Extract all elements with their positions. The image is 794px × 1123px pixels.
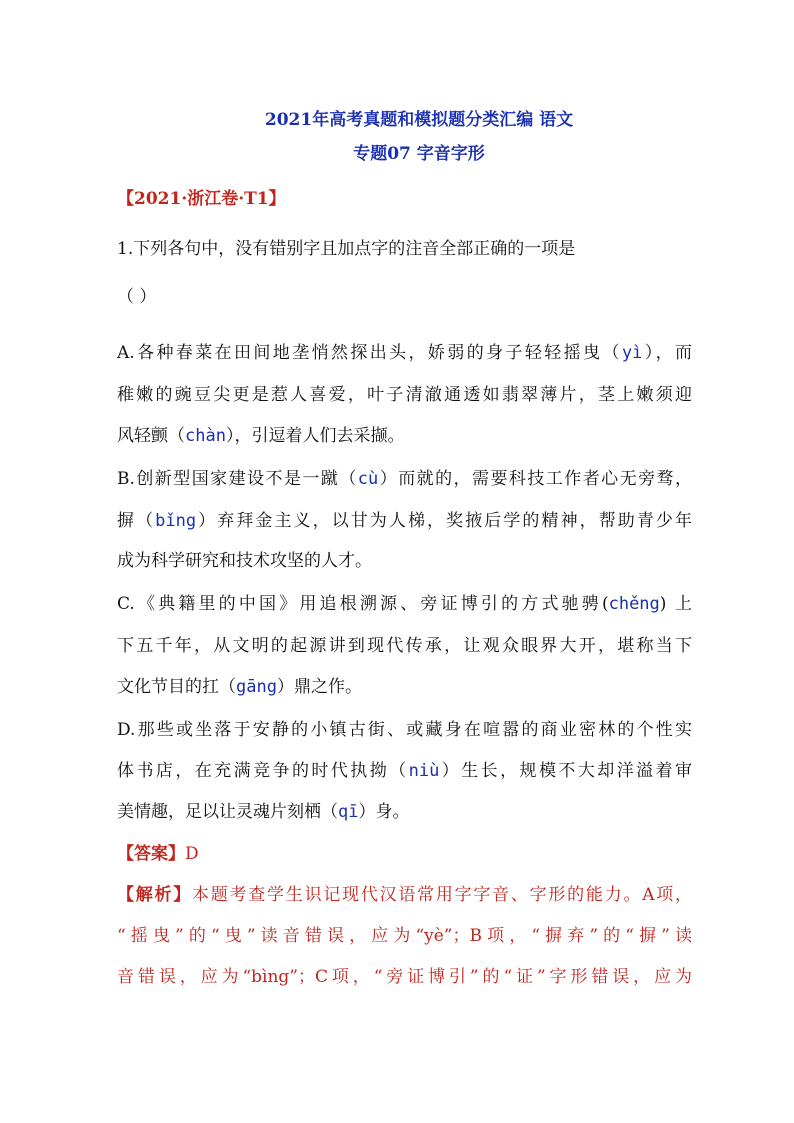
option-d-line-1: D.那些或坐落于安静的小镇古街、或藏身在喧嚣的商业密林的个性实 <box>117 720 692 740</box>
option-a-pinyin-3: chàn <box>185 426 226 446</box>
option-b-text-2b: ）弃拜金主义，以甘为人梯，奖掖后学的精神，帮助青少年 <box>196 511 693 531</box>
analysis-text-1: 本题考查学生识记现代汉语常用字字音、字形的能力。A项， <box>192 885 692 905</box>
option-b-line-3: 成为科学研究和技术攻坚的人才。 <box>117 551 372 571</box>
document-subtitle: 专题07 字音字形 <box>353 144 485 164</box>
option-c-pinyin-3: gāng <box>236 677 277 697</box>
option-a-pinyin-1: yì <box>621 343 643 363</box>
option-b-pinyin-2: bǐng <box>155 511 197 531</box>
option-b-text-2a: 摒（ <box>117 511 156 531</box>
option-d-pinyin-2: niù <box>408 761 440 781</box>
analysis-line-3: 音错误，应为“bìng”；C项，“旁证博引”的“证”字形错误，应为 <box>117 967 692 987</box>
option-c-text-1a: C.《典籍里的中国》用追根溯源、旁证博引的方式驰骋( <box>117 594 609 614</box>
analysis-line-1 <box>117 884 692 906</box>
option-a-line-2: 稚嫩的豌豆尖更是惹人喜爱，叶子清澈通透如翡翠薄片，茎上嫩须迎 <box>117 385 692 405</box>
option-b-text-1a: B.创新型国家建设不是一蹴（ <box>117 469 358 489</box>
option-c-line-2: 下五千年，从文明的起源讲到现代传承，让观众眼界大开，堪称当下 <box>117 636 692 656</box>
answer-line <box>117 843 692 865</box>
option-c-line-3 <box>117 676 692 698</box>
analysis-label: 【解析】 <box>117 885 193 905</box>
option-a-line-1 <box>117 342 692 364</box>
option-c-line-1 <box>117 593 692 615</box>
option-d-text-3a: 美情趣，足以让灵魂片刻栖（ <box>117 802 338 822</box>
option-a-text-3b: ），引逗着人们去采撷。 <box>225 426 405 446</box>
option-b-text-1b: ）而就的，需要科技工作者心无旁骛， <box>378 469 692 489</box>
option-c-pinyin-1: chěng <box>608 594 660 614</box>
option-d-text-2a: 体书店，在充满竞争的时代执拗（ <box>117 761 409 781</box>
option-d-line-2 <box>117 760 692 782</box>
option-a-text-3a: 风轻颤（ <box>117 426 185 446</box>
answer-bracket: （ ） <box>117 287 157 307</box>
option-c-text-3b: ）鼎之作。 <box>276 677 362 697</box>
source-tag: 【2021·浙江卷·T1】 <box>117 189 286 209</box>
document-title: 2021年高考真题和模拟题分类汇编 语文 <box>264 110 574 130</box>
option-c-text-3a: 文化节目的扛（ <box>117 677 236 697</box>
answer-label: 【答案】 <box>117 844 185 864</box>
option-d-text-3b: ）身。 <box>358 802 410 822</box>
option-d-text-2b: ）生长，规模不大却洋溢着审 <box>439 761 693 781</box>
answer-value: D <box>185 844 199 864</box>
question-stem: 1.下列各句中，没有错别字且加点字的注音全部正确的一项是 <box>117 239 576 259</box>
option-d-line-3 <box>117 801 692 823</box>
option-b-line-1 <box>117 468 692 490</box>
option-a-line-3 <box>117 425 692 447</box>
option-c-text-1b: ) 上 <box>659 594 692 614</box>
option-a-text-1b: ），而 <box>642 343 692 363</box>
option-d-pinyin-3: qī <box>338 802 359 822</box>
analysis-line-2: “摇曳”的“曳”读音错误，应为“yè”；B项，“摒弃”的“摒”读 <box>117 926 692 946</box>
option-a-text-1a: A.各种春菜在田间地垄悄然探出头，娇弱的身子轻轻摇曳（ <box>117 343 622 363</box>
option-b-line-2 <box>117 510 692 532</box>
option-b-pinyin-1: cù <box>357 469 379 489</box>
